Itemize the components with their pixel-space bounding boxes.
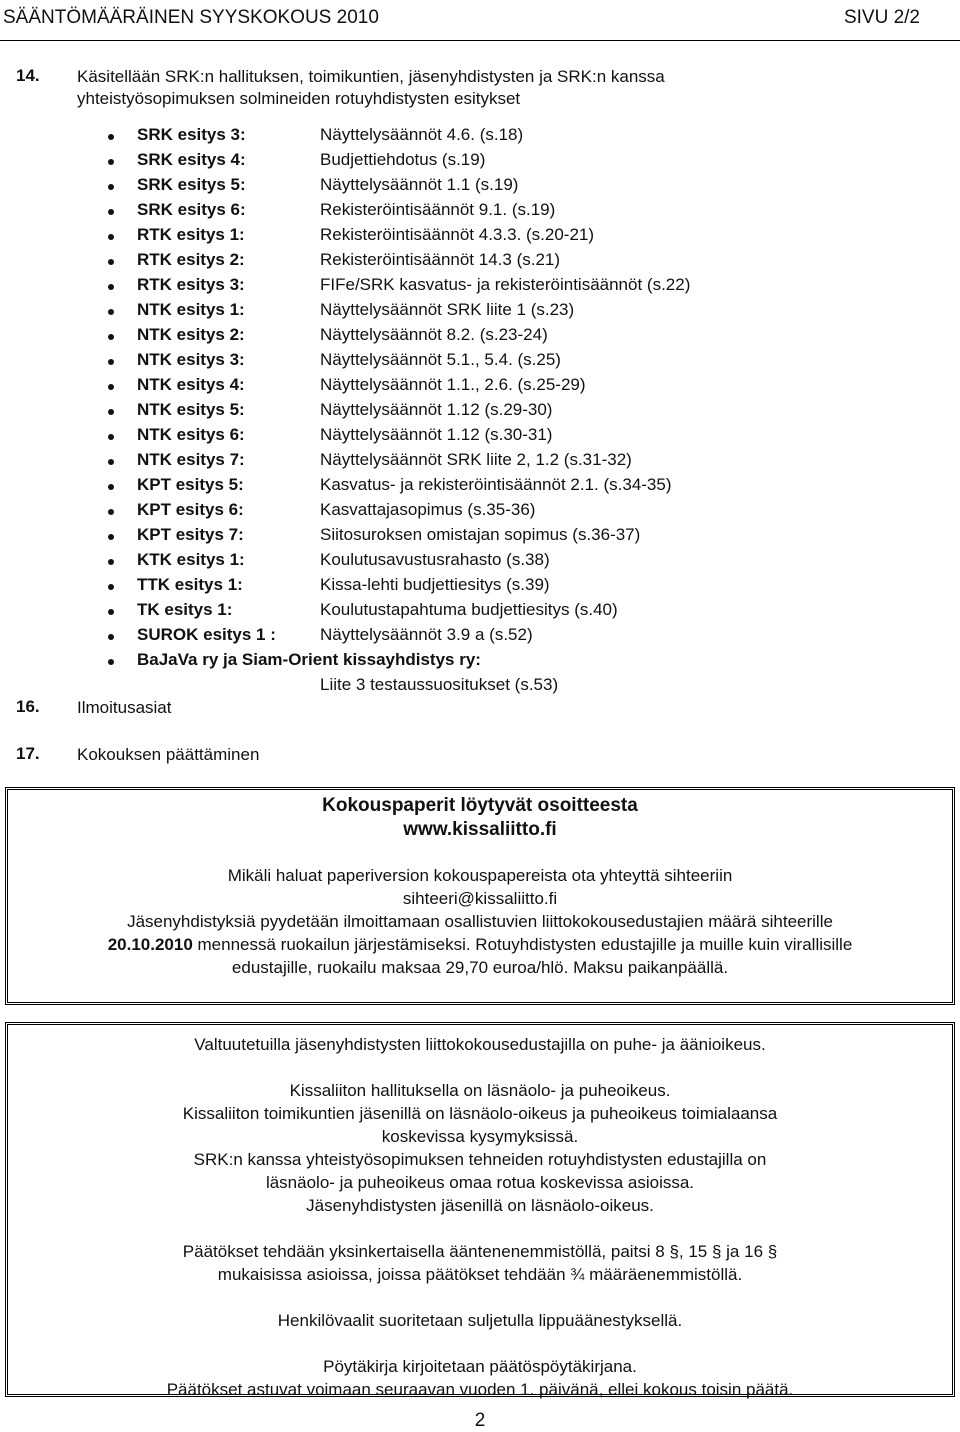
rule-text: mukaisissa asioissa, joissa päätökset tehdään ¾ määräenemmistöllä. xyxy=(217,1265,743,1284)
proposal-code: RTK esitys 3: xyxy=(137,275,245,294)
list-item xyxy=(0,525,960,550)
bullet-icon xyxy=(108,184,114,190)
bullet-icon xyxy=(108,234,114,240)
info-text: mennessä ruokailun järjestämiseksi. Rotuyhdistysten edustajille ja muille kuin virallisille xyxy=(192,935,853,954)
list-item xyxy=(0,550,960,575)
info-line: Mikäli haluat paperiversion kokouspapereista ota yhteyttä sihteeriin xyxy=(227,866,733,885)
list-item xyxy=(0,300,960,325)
proposal-code: KTK esitys 1: xyxy=(137,550,245,569)
rule-text: Päätökset astuvat voimaan seuraavan vuoden 1. päivänä, ellei kokous toisin päätä. xyxy=(166,1380,794,1399)
rule-text: SRK:n kanssa yhteistyösopimuksen tehneiden rotuyhdistysten edustajilla on xyxy=(193,1150,767,1169)
proposal-code: NTK esitys 7: xyxy=(137,450,245,469)
proposal-code: SRK esitys 6: xyxy=(137,200,246,219)
proposal-code: SRK esitys 5: xyxy=(137,175,246,194)
document-title: SÄÄNTÖMÄÄRÄINEN SYYSKOKOUS 2010 xyxy=(3,7,379,28)
list-item xyxy=(0,350,960,375)
bullet-icon xyxy=(108,609,114,615)
info-line: Jäsenyhdistyksiä pyydetään ilmoittamaan osallistuvien liittokokousedustajien määrä sihteerille xyxy=(127,912,833,931)
proposal-code: KPT esitys 7: xyxy=(137,525,244,544)
voting-rules-box xyxy=(5,1022,955,1397)
proposal-desc: Näyttelysäännöt 3.9 a (s.52) xyxy=(320,625,533,644)
proposal-desc: Rekisteröintisäännöt 14.3 (s.21) xyxy=(320,250,561,269)
proposal-desc: Näyttelysäännöt 5.1., 5.4. (s.25) xyxy=(320,350,561,369)
proposal-desc: Rekisteröintisäännöt 4.3.3. (s.20-21) xyxy=(320,225,595,244)
list-item xyxy=(0,250,960,275)
list-item xyxy=(0,175,960,200)
proposal-desc: Näyttelysäännöt 8.2. (s.23-24) xyxy=(320,325,548,344)
page-number: 2 xyxy=(474,1410,486,1431)
proposal-desc: Siitosuroksen omistajan sopimus (s.36-37) xyxy=(320,525,641,544)
bullet-icon xyxy=(108,134,114,140)
list-item xyxy=(0,500,960,525)
bullet-icon xyxy=(108,534,114,540)
bullet-icon xyxy=(108,509,114,515)
proposal-code: NTK esitys 6: xyxy=(137,425,245,444)
bullet-icon xyxy=(108,584,114,590)
list-item xyxy=(0,150,960,175)
list-item xyxy=(0,325,960,350)
page-header xyxy=(0,0,960,41)
proposal-desc: Budjettiehdotus (s.19) xyxy=(320,150,486,169)
bullet-icon xyxy=(108,634,114,640)
bullet-icon xyxy=(108,309,114,315)
bullet-icon xyxy=(108,334,114,340)
list-item xyxy=(0,625,960,650)
bullet-icon xyxy=(108,284,114,290)
meeting-papers-box xyxy=(5,787,955,1005)
list-item xyxy=(0,200,960,225)
rule-text: Kissaliiton toimikuntien jäsenillä on läsnäolo-oikeus ja puheoikeus toimialaansa xyxy=(182,1104,778,1123)
proposal-desc: Näyttelysäännöt 4.6. (s.18) xyxy=(320,125,524,144)
bullet-icon xyxy=(108,659,114,665)
proposal-desc: Näyttelysäännöt SRK liite 1 (s.23) xyxy=(320,300,575,319)
proposal-code: NTK esitys 2: xyxy=(137,325,245,344)
rule-text: läsnäolo- ja puheoikeus omaa rotua koskevissa asioissa. xyxy=(265,1173,695,1192)
list-item xyxy=(0,450,960,475)
proposal-desc: Näyttelysäännöt 1.12 (s.30-31) xyxy=(320,425,553,444)
proposal-code: BaJaVa ry ja Siam-Orient kissayhdistys ry: xyxy=(137,650,481,669)
item-text: Kokouksen päättäminen xyxy=(77,745,260,764)
proposal-code: SRK esitys 4: xyxy=(137,150,246,169)
rule-text: Jäsenyhdistysten jäsenillä on läsnäolo-oikeus. xyxy=(306,1196,654,1215)
list-item xyxy=(0,575,960,600)
rule-text: Kissaliiton hallituksella on läsnäolo- ja puheoikeus. xyxy=(289,1081,671,1100)
bajava-proposal xyxy=(0,650,960,700)
website-link[interactable]: www.kissaliitto.fi xyxy=(403,819,557,840)
proposal-desc: Koulutustapahtuma budjettiesitys (s.40) xyxy=(320,600,618,619)
bullet-icon xyxy=(108,459,114,465)
rule-text: Valtuutetuilla jäsenyhdistysten liittokokousedustajilla on puhe- ja äänioikeus. xyxy=(194,1035,766,1054)
box-title xyxy=(8,794,952,842)
proposal-code: KPT esitys 6: xyxy=(137,500,244,519)
page-indicator: SIVU 2/2 xyxy=(843,7,920,28)
list-item xyxy=(0,400,960,425)
proposal-code: RTK esitys 1: xyxy=(137,225,245,244)
bullet-icon xyxy=(108,159,114,165)
list-item xyxy=(0,650,960,675)
item-text: Käsitellään SRK:n hallituksen, toimikuntien, jäsenyhdistysten ja SRK:n kanssa yhteistyösopimuksen solmineiden rotuyhdistysten esitykset xyxy=(77,67,665,108)
proposal-code: SUROK esitys 1 : xyxy=(137,625,276,644)
list-item xyxy=(0,225,960,250)
rule-text: Henkilövaalit suoritetaan suljetulla lippuäänestyksellä. xyxy=(277,1311,683,1330)
bullet-icon xyxy=(108,359,114,365)
bullet-icon xyxy=(108,409,114,415)
proposal-desc: FIFe/SRK kasvatus- ja rekisteröintisäännöt (s.22) xyxy=(320,275,691,294)
proposal-list xyxy=(0,125,960,650)
rule-text: koskevissa kysymyksissä. xyxy=(381,1127,579,1146)
list-item xyxy=(0,475,960,500)
bullet-icon xyxy=(108,384,114,390)
proposal-code: NTK esitys 1: xyxy=(137,300,245,319)
proposal-code: NTK esitys 3: xyxy=(137,350,245,369)
rule-text: Päätökset tehdään yksinkertaisella ääntenenemmistöllä, paitsi 8 §, 15 § ja 16 § xyxy=(182,1242,778,1261)
proposal-desc: Kissa-lehti budjettiesitys (s.39) xyxy=(320,575,550,594)
item-number: 16. xyxy=(16,697,40,716)
bullet-icon xyxy=(108,559,114,565)
proposal-desc: Kasvatus- ja rekisteröintisäännöt 2.1. (s.34-35) xyxy=(320,475,672,494)
bullet-icon xyxy=(108,484,114,490)
deadline-date: 20.10.2010 xyxy=(107,935,193,954)
list-item xyxy=(0,125,960,150)
proposal-desc: Näyttelysäännöt 1.12 (s.29-30) xyxy=(320,400,553,419)
item-number: 14. xyxy=(16,66,40,85)
email-link[interactable]: sihteeri@kissaliitto.fi xyxy=(402,889,558,908)
rule-text: Pöytäkirja kirjoitetaan päätöspöytäkirjana. xyxy=(323,1357,637,1376)
list-item xyxy=(0,375,960,400)
bullet-icon xyxy=(108,259,114,265)
info-line xyxy=(8,933,952,956)
proposal-code: TTK esitys 1: xyxy=(137,575,243,594)
list-item xyxy=(0,600,960,625)
proposal-desc: Näyttelysäännöt SRK liite 2, 1.2 (s.31-32) xyxy=(320,450,632,469)
proposal-code: NTK esitys 5: xyxy=(137,400,245,419)
proposal-desc: Kasvattajasopimus (s.35-36) xyxy=(320,500,536,519)
list-item xyxy=(0,275,960,300)
proposal-code: SRK esitys 3: xyxy=(137,125,246,144)
proposal-desc: Liite 3 testaussuositukset (s.53) xyxy=(320,675,559,694)
proposal-desc: Näyttelysäännöt 1.1 (s.19) xyxy=(320,175,519,194)
proposal-code: RTK esitys 2: xyxy=(137,250,245,269)
proposal-code: TK esitys 1: xyxy=(137,600,233,619)
item-number: 17. xyxy=(16,744,40,763)
box-title-line: Kokouspaperit löytyvät osoitteesta xyxy=(322,795,638,816)
proposal-desc: Rekisteröintisäännöt 9.1. (s.19) xyxy=(320,200,556,219)
proposal-code: KPT esitys 5: xyxy=(137,475,244,494)
item-text: Ilmoitusasiat xyxy=(77,698,172,717)
info-line: edustajille, ruokailu maksaa 29,70 euroa/hlö. Maksu paikanpäällä. xyxy=(231,958,729,977)
bullet-icon xyxy=(108,434,114,440)
bullet-icon xyxy=(108,209,114,215)
list-item xyxy=(0,425,960,450)
proposal-code: NTK esitys 4: xyxy=(137,375,245,394)
proposal-desc: Näyttelysäännöt 1.1., 2.6. (s.25-29) xyxy=(320,375,586,394)
proposal-desc: Koulutusavustusrahasto (s.38) xyxy=(320,550,550,569)
